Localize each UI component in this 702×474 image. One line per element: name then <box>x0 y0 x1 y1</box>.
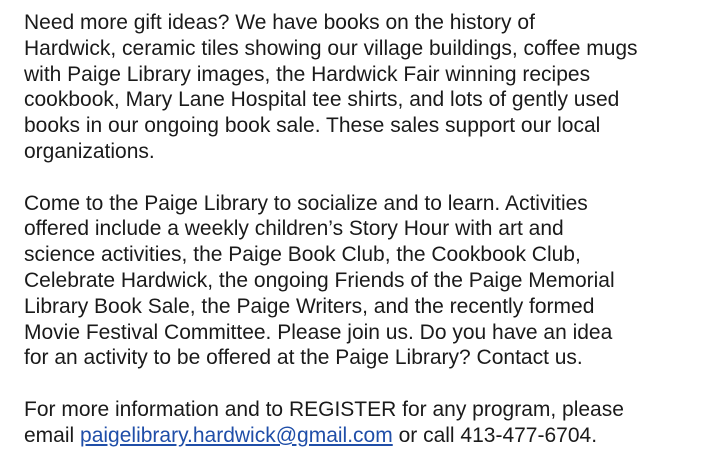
text-line: science activities, the Paige Book Club, the Cookbook Club, <box>24 243 581 267</box>
text-line: organizations. <box>24 139 155 163</box>
text-line: Movie Festival Committee. Please join us. Do you have an idea <box>24 320 613 344</box>
text-line: books in our ongoing book sale. These sales support our local <box>24 114 601 138</box>
activities-paragraph <box>24 191 694 372</box>
text-line: for an activity to be offered at the Paige Library? Contact us. <box>24 346 583 370</box>
text-line: For more information and to REGISTER for any program, please <box>24 397 624 421</box>
text-line: Celebrate Hardwick, the ongoing Friends of the Paige Memorial <box>24 268 615 292</box>
text-line: offered include a weekly children’s Story Hour with art and <box>24 217 564 241</box>
email-link[interactable]: paigelibrary.hardwick@gmail.com <box>80 423 393 447</box>
text-line: Need more gift ideas? We have books on the history of <box>24 11 535 34</box>
text-line: cookbook, Mary Lane Hospital tee shirts, and lots of gently used <box>24 88 620 112</box>
text-line: Library Book Sale, the Paige Writers, and the recently formed <box>24 294 595 318</box>
gift-ideas-paragraph <box>24 10 694 165</box>
text-line: with Paige Library images, the Hardwick Fair winning recipes <box>24 62 591 86</box>
contact-paragraph <box>24 397 694 449</box>
text-line: Come to the Paige Library to socialize and to learn. Activities <box>24 191 588 215</box>
contact-line <box>24 423 694 449</box>
phone-text: or call 413-477-6704. <box>392 423 598 447</box>
text-line: Hardwick, ceramic tiles showing our village buildings, coffee mugs <box>24 36 638 60</box>
document-body <box>24 10 694 474</box>
email-prefix-text: email <box>24 423 81 447</box>
